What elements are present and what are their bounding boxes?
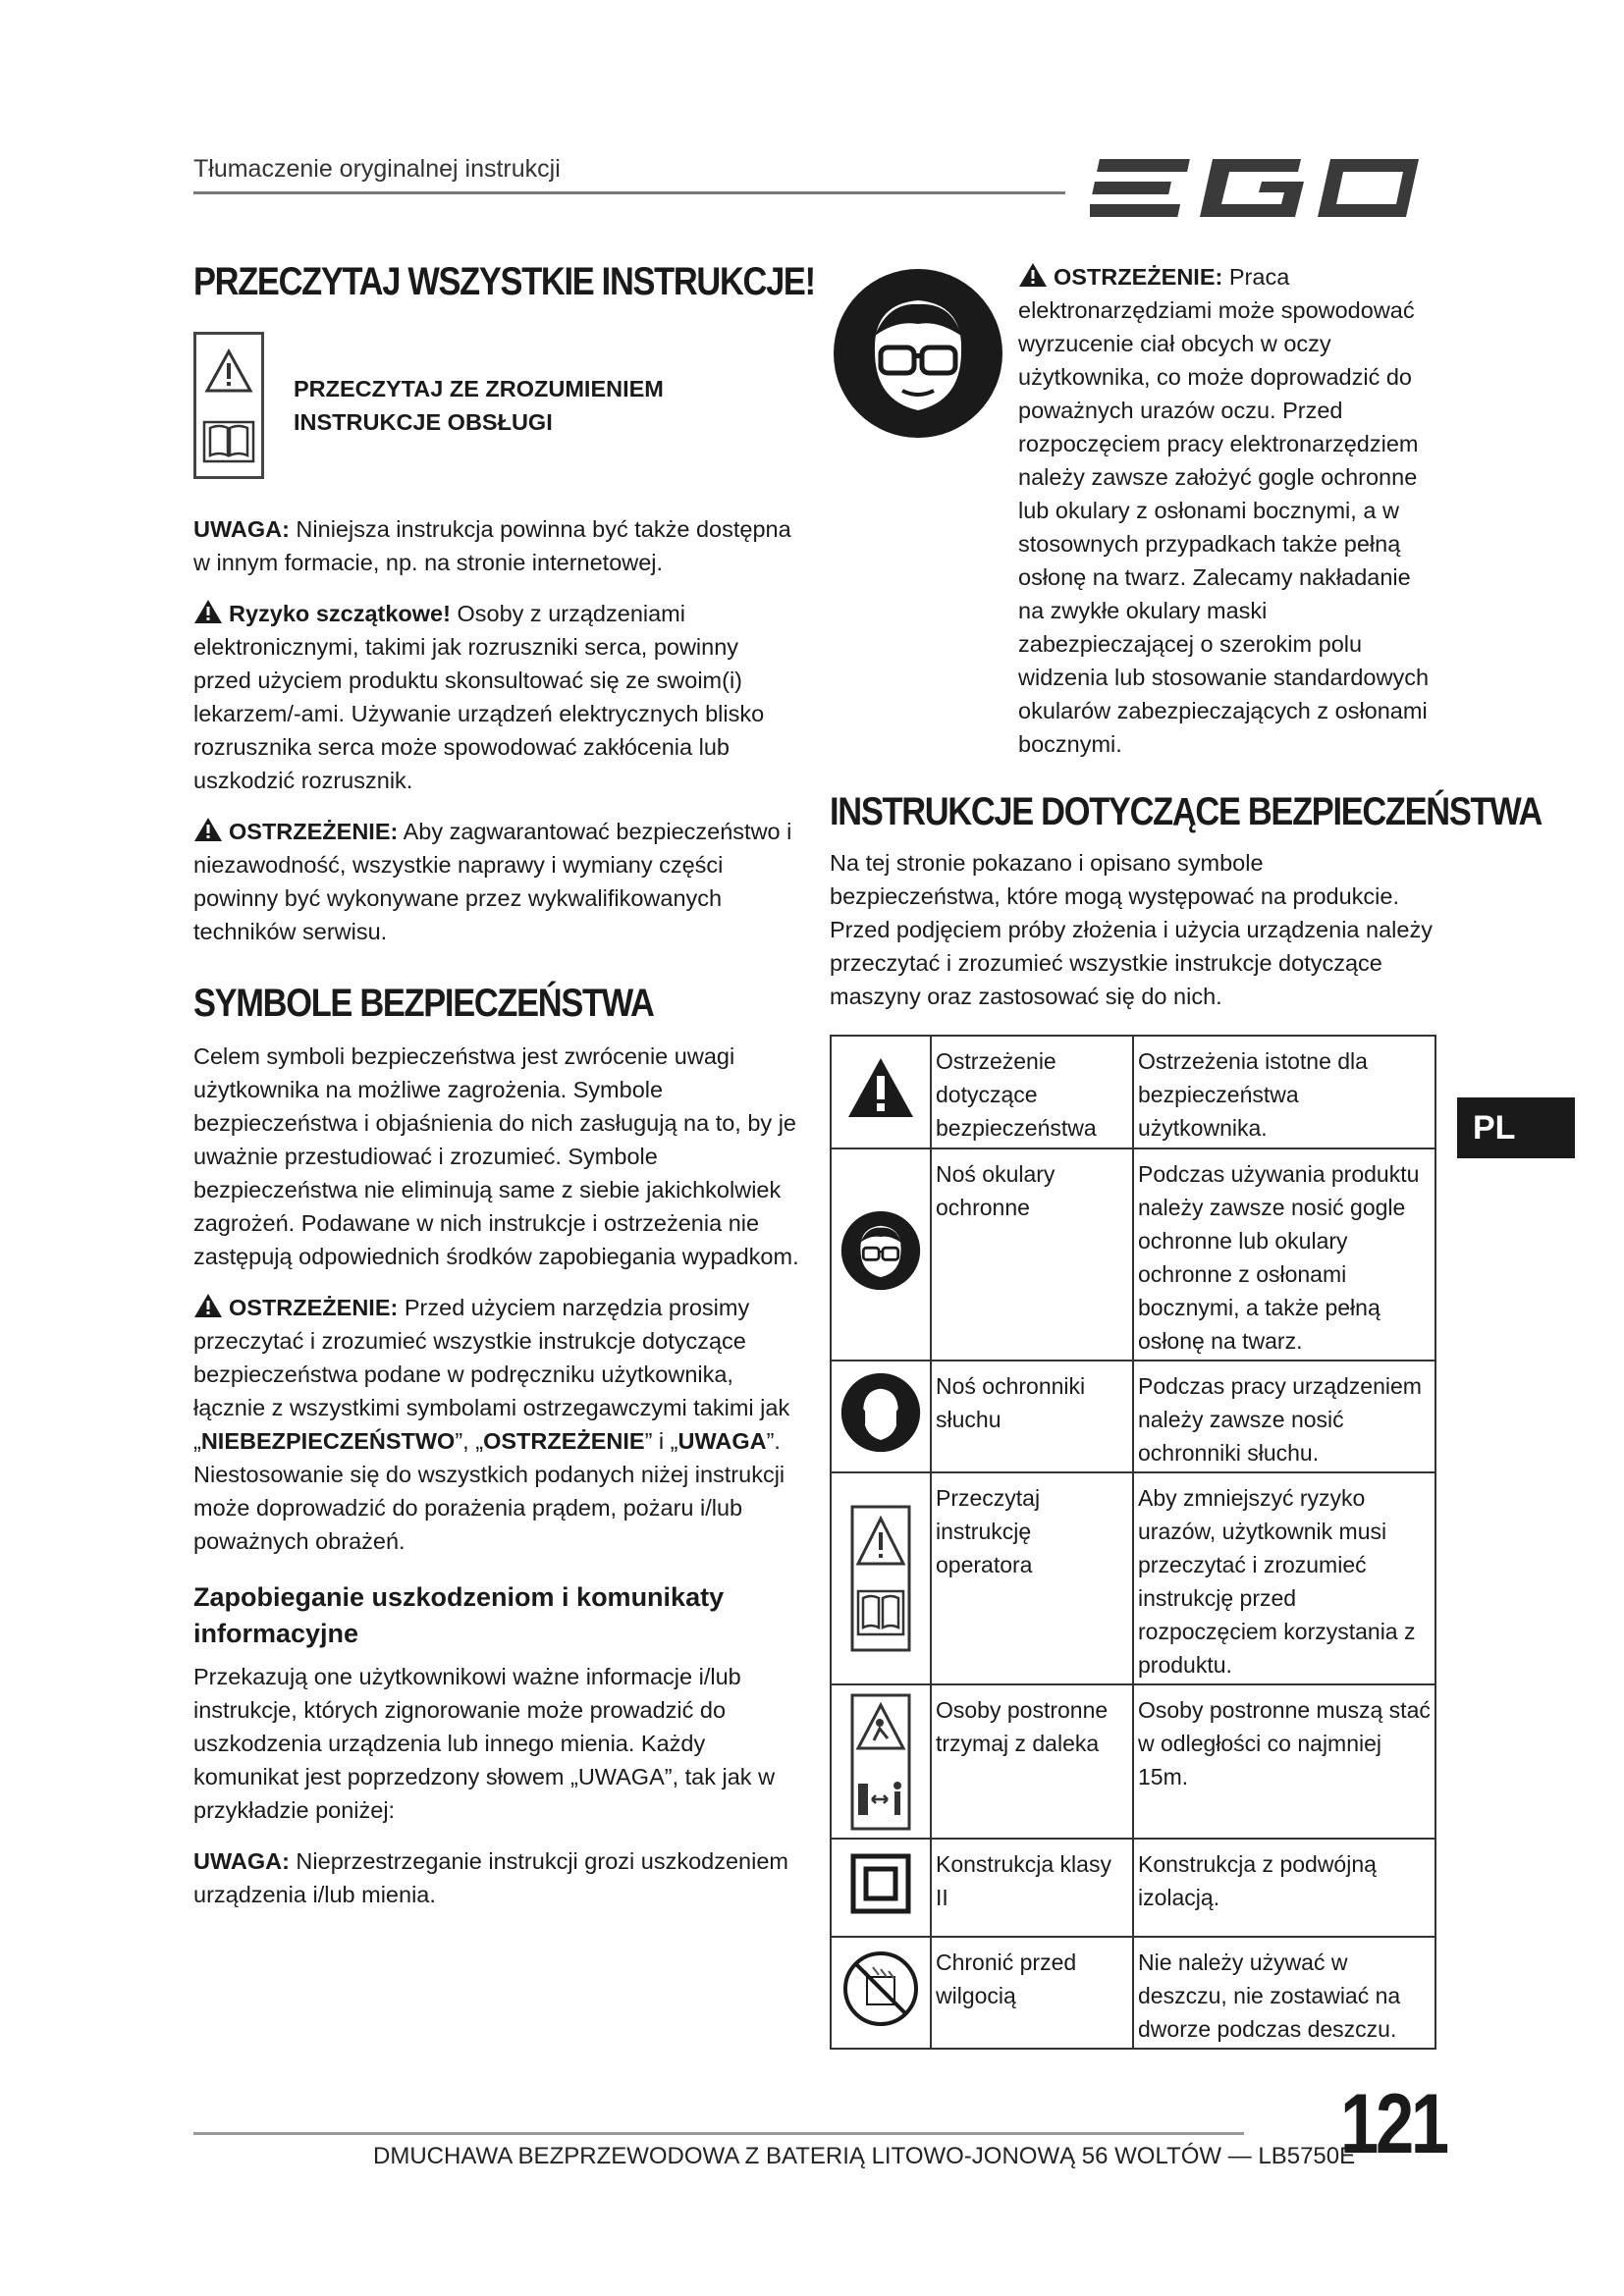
table-icon-cell [831, 1839, 931, 1937]
table-cell-desc: Podczas pracy urządzeniem należy zawsze nosić ochronniki słuchu. [1133, 1361, 1435, 1472]
header-rule [193, 191, 1065, 194]
ear-protection-icon [839, 1371, 922, 1454]
residual-risk-label: Ryzyko szczątkowe! [229, 601, 451, 626]
table-cell-desc: Ostrzeżenia istotne dla bezpieczeństwa użytkownika. [1133, 1036, 1435, 1148]
safety-glasses-icon [830, 265, 1006, 442]
subheading-damage-prevention: Zapobieganie uszkodzeniom i komunikaty informacyjne [193, 1582, 725, 1648]
keyword-danger: NIEBEZPIECZEŃSTWO [200, 1428, 456, 1454]
keyword-warning: OSTRZEŻENIE [483, 1428, 645, 1454]
table-cell-desc: Aby zmniejszyć ryzyko urazów, użytkownik musi przeczytać i zrozumieć instrukcję przed rozpoczęciem korzystania z produktu. [1133, 1472, 1435, 1684]
language-tab: PL [1457, 1097, 1575, 1158]
residual-risk [193, 597, 802, 797]
read-label-line1: PRZECZYTAJ ZE ZROZUMIENIEM [294, 376, 664, 401]
warning-outline-icon [204, 348, 253, 394]
left-column [193, 260, 815, 1911]
eye-warning-text [1018, 260, 1436, 761]
note-text: Niniejsza instrukcja powinna być także dostępna w innym formacie, np. na stronie internetowej. [193, 516, 791, 575]
table-cell-name: Chronić przed wilgocią [931, 1937, 1133, 2049]
warning-triangle-icon [193, 1293, 223, 1318]
title-safety-symbols: SYMBOLE BEZPIECZEŃSTWA [193, 982, 654, 1025]
read-manual-icon [832, 1505, 930, 1652]
eye-warning-body: Praca elektronarzędziami może spowodować wyrzucenie ciał obcych w oczy użytkownika, co może doprowadzić do poważnych urazów oczu. Przed rozpoczęciem pracy elektronarzędziem należy zawsze założyć gogle ochronne lub okulary z osłonami bocznymi, a w stosownych przypadkach także pełną osłonę na twarz. Zalecamy nakładanie na zwykłe okulary maski zabezpieczającej o szerokim polu widzenia lub stosowanie standardowych okularów zabezpieczających z osłonami bocznymi. [1018, 264, 1430, 757]
read-label-line2: INSTRUKCJE OBSŁUGI [294, 409, 553, 435]
table-row [831, 1937, 1435, 2049]
warning-read-all [193, 1291, 802, 1558]
eye-protection-warning [830, 260, 1436, 761]
damage-prevention-text: Przekazują one użytkownikowi ważne informacje i/lub instrukcje, których zignorowanie może prowadzić do uszkodzenia urządzenia lub innego mienia. Każdy komunikat jest poprzedzony słowem „UWAGA”, tak jak w przykładzie poniżej: [193, 1664, 776, 1823]
warning-triangle-icon [193, 817, 223, 842]
warning-triangle-icon [1018, 262, 1048, 288]
note-damage-text: Nieprzestrzeganie instrukcji grozi uszkodzeniem urządzenia i/lub mienia. [193, 1848, 788, 1907]
safety-symbols-table [830, 1035, 1436, 2050]
table-cell-desc: Osoby postronne muszą stać w odległości co najmniej 15m. [1133, 1684, 1435, 1839]
keyword-caution: UWAGA [677, 1428, 767, 1454]
warning-repairs-text: Aby zagwarantować bezpieczeństwo i niezawodność, wszystkie naprawy i wymiany części powinny być wykonywane przez wykwalifikowanych techników serwisu. [193, 819, 792, 944]
warning-read-all-text-a: Przed użyciem narzędzia prosimy przeczytać i zrozumieć wszystkie instrukcje dotyczące bezpieczeństwa podane w podręczniku użytkownika, łącznie z wszystkimi symbolami ostrzegawczymi takimi jak „ [193, 1295, 790, 1454]
read-instructions-label [294, 372, 664, 439]
header-text: Tłumaczenie oryginalnej instrukcji [193, 155, 561, 183]
footer-text: DMUCHAWA BEZPRZEWODOWA Z BATERIĄ LITOWO-JONOWĄ 56 WOLTÓW — LB5750E [373, 2143, 1356, 2169]
warning-repairs-label: OSTRZEŻENIE: [229, 819, 399, 844]
note-damage-label: UWAGA: [193, 1848, 290, 1874]
warning-triangle-icon [846, 1056, 915, 1119]
book-icon [202, 420, 255, 463]
table-cell-name: Konstrukcja klasy II [931, 1839, 1133, 1937]
table-row [831, 1684, 1435, 1839]
table-row [831, 1148, 1435, 1361]
table-cell-name: Przeczytaj instrukcję operatora [931, 1472, 1133, 1684]
table-icon-cell [831, 1148, 931, 1361]
note-damage [193, 1844, 802, 1911]
ego-logo [1090, 149, 1434, 228]
table-cell-desc: Nie należy używać w deszczu, nie zostawiać na dworze podczas deszczu. [1133, 1937, 1435, 2049]
sep1: ”, „ [455, 1428, 484, 1454]
table-icon-cell [831, 1684, 931, 1839]
table-row [831, 1361, 1435, 1472]
bystanders-distance-icon [832, 1693, 930, 1831]
table-cell-name: Osoby postronne trzymaj z daleka [931, 1684, 1133, 1839]
residual-risk-text: Osoby z urządzeniami elektronicznymi, takimi jak rozruszniki serca, powinny przed użyciem produktu skonsultować się ze swoim(i) lekarzem/-ami. Używanie urządzeń elektrycznych blisko rozrusznika serca może spowodować zakłócenia lub uszkodzić rozrusznik. [193, 601, 765, 793]
table-cell-desc: Konstrukcja z podwójną izolacją. [1133, 1839, 1435, 1937]
warning-read-all-label: OSTRZEŻENIE: [229, 1295, 399, 1320]
class-ii-icon [850, 1853, 911, 1914]
safety-paragraph: Na tej stronie pokazano i opisano symbole bezpieczeństwa, które mogą występować na produkcie. Przed podjęciem próby złożenia i użycia urządzenia należy przeczytać i zrozumieć wszystkie instrukcje dotyczące maszyny oraz zastosować się do nich. [830, 850, 1433, 1009]
table-icon-cell [831, 1937, 931, 2049]
table-cell-name: Ostrzeżenie dotyczące bezpieczeństwa [931, 1036, 1133, 1148]
table-cell-name: Noś ochronniki słuchu [931, 1361, 1133, 1472]
read-instructions-icons [193, 332, 264, 479]
warning-triangle-icon [193, 599, 223, 624]
eye-warning-label: OSTRZEŻENIE: [1054, 264, 1223, 290]
page-number: 121 [1340, 2077, 1446, 2171]
table-row [831, 1036, 1435, 1148]
table-cell-desc: Podczas używania produktu należy zawsze nosić gogle ochronne lub okulary ochronne z osłonami bocznymi, a także pełną osłonę na twarz. [1133, 1148, 1435, 1361]
table-icon-cell [831, 1361, 931, 1472]
table-icon-cell [831, 1472, 931, 1684]
table-cell-name: Noś okulary ochronne [931, 1148, 1133, 1361]
title-read-instructions: PRZECZYTAJ WSZYSTKIE INSTRUKCJE! [193, 260, 815, 303]
note-label: UWAGA: [193, 516, 290, 542]
footer-rule [193, 2132, 1244, 2135]
no-rain-icon [841, 1949, 920, 2028]
warning-repairs [193, 815, 802, 948]
table-icon-cell [831, 1036, 931, 1148]
title-safety-instructions: INSTRUKCJE DOTYCZĄCE BEZPIECZEŃSTWA [830, 790, 1543, 833]
read-instructions-box [193, 332, 802, 479]
note-format [193, 512, 802, 579]
symbols-paragraph: Celem symboli bezpieczeństwa jest zwrócenie uwagi użytkownika na możliwe zagrożenia. Symbole bezpieczeństwa i objaśnienia do nich zasługują na to, by je uważnie przestudiować i zrozumieć. Symbole bezpieczeństwa nie eliminują same z siebie jakichkolwiek zagrożeń. Podawane w nich instrukcje i ostrzeżenia nie zastępują odpowiednich środków zapobiegania wypadkom. [193, 1043, 799, 1269]
table-row [831, 1839, 1435, 1937]
sep2: ” i „ [644, 1428, 678, 1454]
warning-read-all-text-b: ”. Niestosowanie się do wszystkich podanych niżej instrukcji może doprowadzić do porażenia prądem, pożaru i/lub poważnych obrażeń. [193, 1428, 785, 1554]
safety-glasses-icon [839, 1209, 922, 1292]
table-row [831, 1472, 1435, 1684]
